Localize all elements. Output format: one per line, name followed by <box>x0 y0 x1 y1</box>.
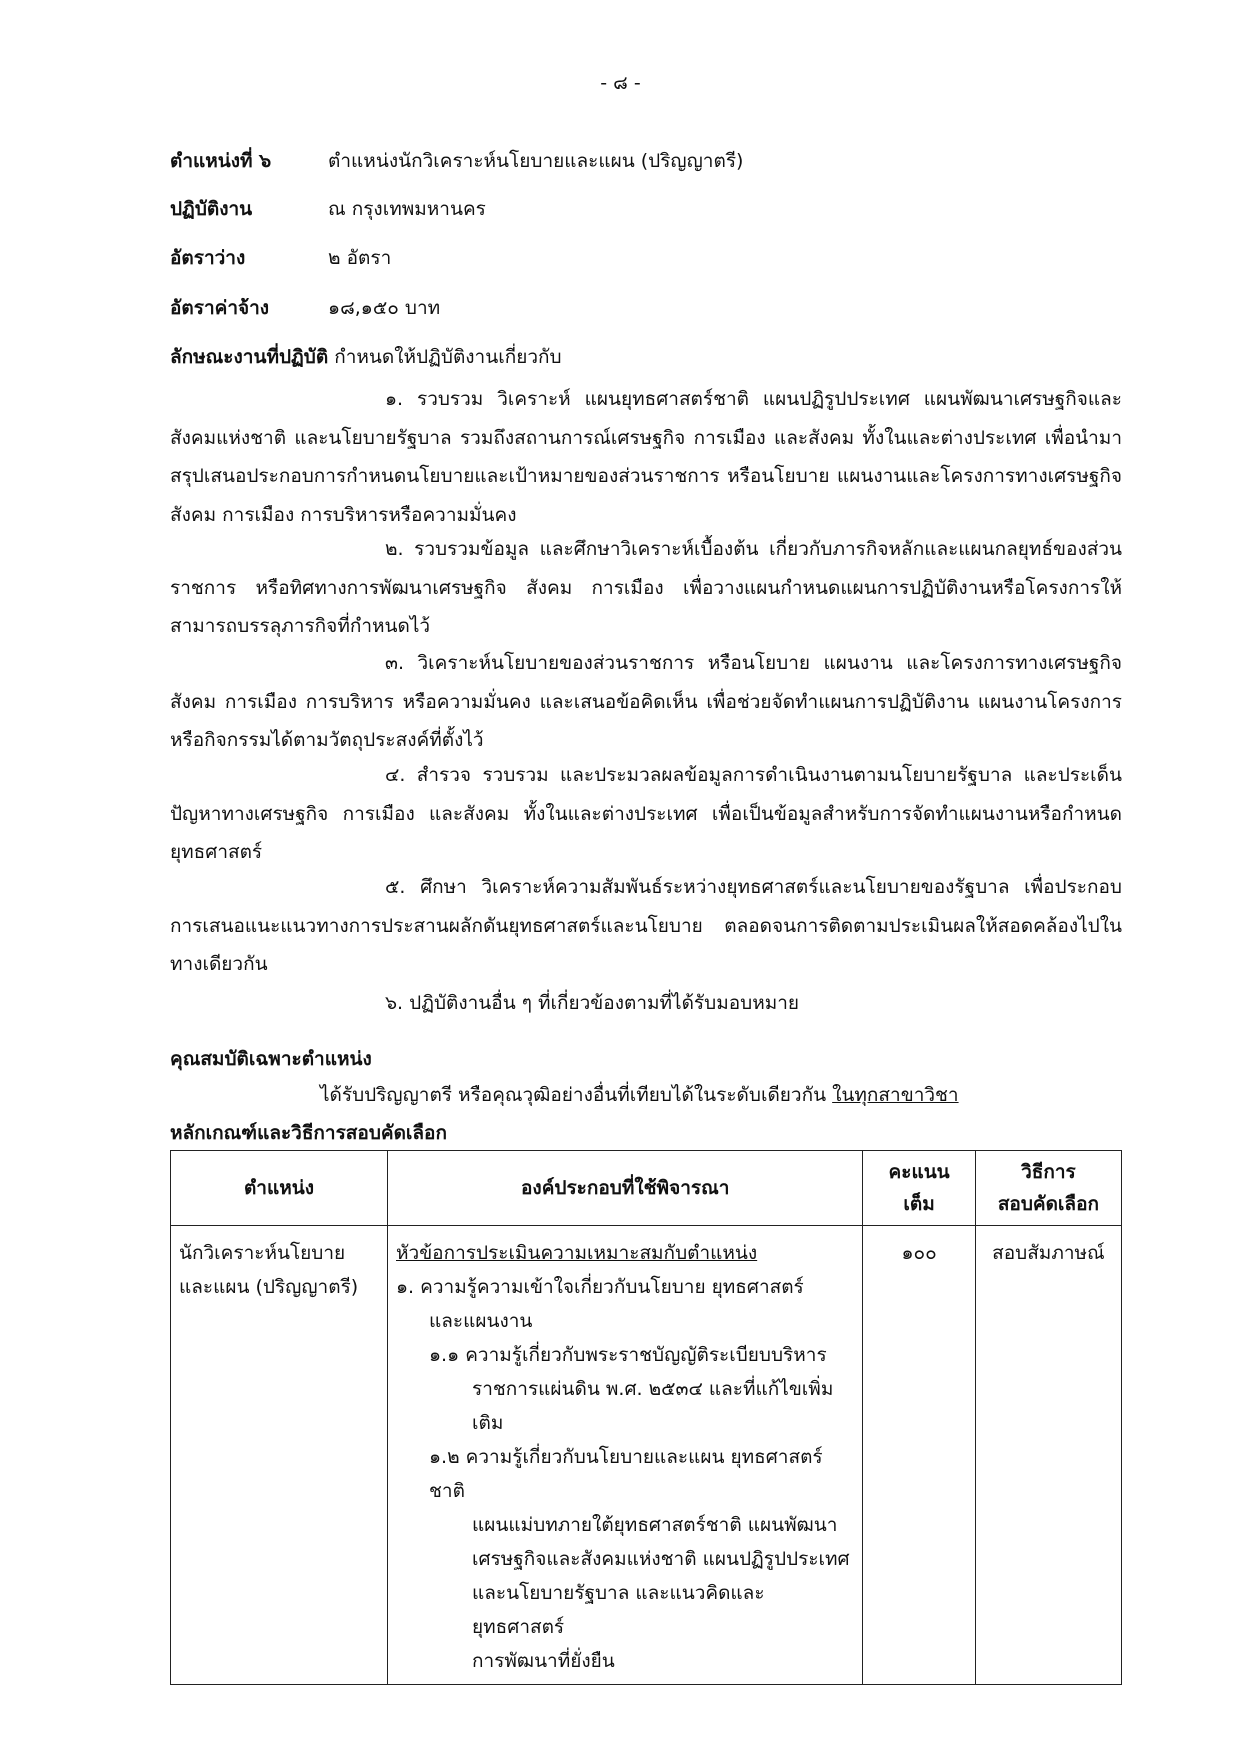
qualification-field: ในทุกสาขาวิชา <box>832 1084 959 1106</box>
duty-item-4-text: ๔. สำรวจ รวบรวม และประมวลผลข้อมูลการดำเนินงานตามนโยบายรัฐบาล และประเด็นปัญหาทางเศรษฐกิจ การเมือง และสังคม ทั้งในและต่างประเทศ เพื่อเป็นข้อมูลสำหรับการจัดทำแผนงานหรือกำหนดยุทธศาสตร์ <box>170 764 1122 863</box>
cell-position <box>171 1226 388 1685</box>
header-score-line2: เต็ม <box>903 1193 935 1215</box>
criteria-table <box>170 1150 1122 1685</box>
table-row <box>171 1226 1122 1685</box>
header-score-line1: คะแนน <box>888 1161 950 1183</box>
info-vacancy-label: อัตราว่าง <box>170 247 246 269</box>
info-salary <box>170 293 440 323</box>
duty-item-5-text: ๕. ศึกษา วิเคราะห์ความสัมพันธ์ระหว่างยุทธศาสตร์และนโยบายของรัฐบาล เพื่อประกอบการเสนอแนะแนวทางการประสานผลักดันยุทธศาสตร์และนโยบาย ตลอดจนการติดตามประเมินผลให้สอดคล้องไปในทางเดียวกัน <box>170 876 1122 975</box>
cell-components <box>388 1226 863 1685</box>
duty-item-1-text: ๑. รวบรวม วิเคราะห์ แผนยุทธศาสตร์ชาติ แผนปฏิรูปประเทศ แผนพัฒนาเศรษฐกิจและสังคมแห่งชาติ และนโยบายรัฐบาล รวมถึงสถานการณ์เศรษฐกิจ การเมือง และสังคม ทั้งในและต่างประเทศ เพื่อนำมาสรุปเสนอประกอบการกำหนดนโยบายและเป้าหมายของส่วนราชการ หรือนโยบาย แผนงานและโครงการทางเศรษฐกิจ สังคม การเมือง การบริหารหรือความมั่นคง <box>170 388 1122 526</box>
duty-item <box>170 530 1122 646</box>
duties-heading: ลักษณะงานที่ปฏิบัติ <box>170 346 329 368</box>
component-1-2-line4: และนโยบายรัฐบาล และแนวคิดและยุทธศาสตร์ <box>472 1582 765 1638</box>
component-1-2-line2: แผนแม่บทภายใต้ยุทธศาสตร์ชาติ แผนพัฒนา <box>472 1514 838 1536</box>
page-number: - ๘ - <box>600 72 641 94</box>
component-1-2-line1: ๑.๒ ความรู้เกี่ยวกับนโยบายและแผน ยุทธศาสตร์ชาติ <box>429 1446 823 1502</box>
duty-item <box>170 380 1122 534</box>
cell-score: ๑๐๐ <box>863 1226 975 1685</box>
info-workplace <box>170 194 486 224</box>
info-salary-label: อัตราค่าจ้าง <box>170 297 270 319</box>
info-position-label: ตำแหน่งที่ ๖ <box>170 150 272 172</box>
duty-item-2-text: ๒. รวบรวมข้อมูล และศึกษาวิเคราะห์เบื้องต้น เกี่ยวกับภารกิจหลักและแผนกลยุทธ์ของส่วนราชการ หรือทิศทางการพัฒนาเศรษฐกิจ สังคม การเมือง เพื่อวางแผนกำหนดแผนการปฏิบัติงานหรือโครงการให้สามารถบรรลุภารกิจที่กำหนดไว้ <box>170 538 1122 637</box>
info-vacancy <box>170 243 391 273</box>
header-components: องค์ประกอบที่ใช้พิจารณา <box>388 1151 863 1226</box>
component-1-2-line5: การพัฒนาที่ยั่งยืน <box>472 1650 615 1672</box>
duty-item <box>170 644 1122 760</box>
duty-item <box>170 868 1122 984</box>
info-workplace-value: ณ กรุงเทพมหานคร <box>328 198 486 220</box>
header-position: ตำแหน่ง <box>171 1151 388 1226</box>
duties-heading-line <box>170 342 562 372</box>
duty-item-6-text: ๖. ปฏิบัติงานอื่น ๆ ที่เกี่ยวข้องตามที่ได้รับมอบหมาย <box>385 992 800 1014</box>
qualification-text-line <box>320 1080 959 1110</box>
header-method-line1: วิธีการ <box>1021 1161 1076 1183</box>
component-1-line1: ๑. ความรู้ความเข้าใจเกี่ยวกับนโยบาย ยุทธศาสตร์ <box>396 1276 804 1298</box>
component-1-2-line3: เศรษฐกิจและสังคมแห่งชาติ แผนปฏิรูปประเทศ <box>472 1548 850 1570</box>
header-score <box>863 1151 975 1226</box>
component-1-line2: และแผนงาน <box>429 1310 533 1332</box>
info-workplace-label: ปฏิบัติงาน <box>170 198 253 220</box>
position-line2: และแผน (ปริญญาตรี) <box>179 1276 359 1298</box>
duty-item <box>170 756 1122 872</box>
duty-item-3-text: ๓. วิเคราะห์นโยบายของส่วนราชการ หรือนโยบาย แผนงาน และโครงการทางเศรษฐกิจสังคม การเมือง การบริหาร หรือความมั่นคง และเสนอข้อคิดเห็น เพื่อช่วยจัดทำแผนการปฏิบัติงาน แผนงานโครงการ หรือกิจกรรมได้ตามวัตถุประสงค์ที่ตั้งไว้ <box>170 652 1122 751</box>
cell-method: สอบสัมภาษณ์ <box>975 1226 1121 1685</box>
assessment-topic: หัวข้อการประเมินความเหมาะสมกับตำแหน่ง <box>396 1242 758 1264</box>
info-position-value: ตำแหน่งนักวิเคราะห์นโยบายและแผน (ปริญญาตรี) <box>328 150 744 172</box>
header-method-line2: สอบคัดเลือก <box>997 1193 1099 1215</box>
info-salary-value: ๑๘,๑๕๐ บาท <box>328 297 441 319</box>
duties-intro: กำหนดให้ปฏิบัติงานเกี่ยวกับ <box>334 346 562 368</box>
qualification-text: ได้รับปริญญาตรี หรือคุณวุฒิอย่างอื่นที่เทียบได้ในระดับเดียวกัน <box>320 1084 827 1106</box>
component-1-1-line2: ราชการแผ่นดิน พ.ศ. ๒๕๓๔ และที่แก้ไขเพิ่มเติม <box>472 1378 834 1434</box>
criteria-heading: หลักเกณฑ์และวิธีการสอบคัดเลือก <box>170 1122 447 1144</box>
criteria-header-row <box>171 1151 1122 1226</box>
position-line1: นักวิเคราะห์นโยบาย <box>179 1242 346 1264</box>
duty-item <box>170 984 1122 1023</box>
component-1-1-line1: ๑.๑ ความรู้เกี่ยวกับพระราชบัญญัติระเบียบบริหาร <box>429 1344 827 1366</box>
info-vacancy-value: ๒ อัตรา <box>328 247 392 269</box>
qualification-heading: คุณสมบัติเฉพาะตำแหน่ง <box>170 1048 372 1070</box>
header-method <box>975 1151 1121 1226</box>
info-position <box>170 146 743 176</box>
